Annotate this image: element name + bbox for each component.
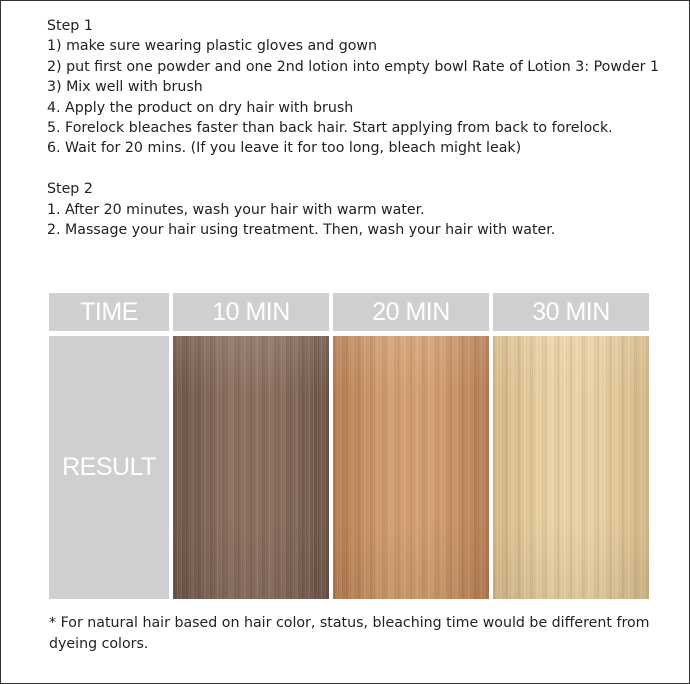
result-table <box>49 293 649 599</box>
instructions <box>47 16 667 240</box>
hair-swatch-20-min <box>333 336 489 599</box>
step1-item: 6. Wait for 20 mins. (If you leave it for too long, bleach might leak) <box>47 140 522 157</box>
hair-swatch-10-min <box>173 336 329 599</box>
header-20-min: 20 MIN <box>333 293 489 331</box>
step2-title: Step 2 <box>47 181 93 198</box>
step1-item: 4. Apply the product on dry hair with brush <box>47 99 354 116</box>
step2-list <box>47 200 667 241</box>
header-30-min: 30 MIN <box>493 293 649 331</box>
step1-list <box>47 36 667 158</box>
step2-item: 2. Massage your hair using treatment. Then, wash your hair with water. <box>47 222 556 239</box>
step1-item: 1) make sure wearing plastic gloves and gown <box>47 38 377 55</box>
step1-item: 2) put first one powder and one 2nd lotion into empty bowl Rate of Lotion 3: Powder 1 <box>47 58 660 75</box>
hair-swatch-30-min <box>493 336 649 599</box>
time-header: TIME <box>49 293 169 331</box>
step2-item: 1. After 20 minutes, wash your hair with warm water. <box>47 201 425 218</box>
step1-item: 5. Forelock bleaches faster than back hair. Start applying from back to forelock. <box>47 120 613 137</box>
footnote: * For natural hair based on hair color, status, bleaching time would be different from dyeing colors. <box>49 615 650 652</box>
header-10-min: 10 MIN <box>173 293 329 331</box>
result-label: RESULT <box>49 336 169 599</box>
step1-title: Step 1 <box>47 18 93 34</box>
step1-item: 3) Mix well with brush <box>47 79 203 96</box>
